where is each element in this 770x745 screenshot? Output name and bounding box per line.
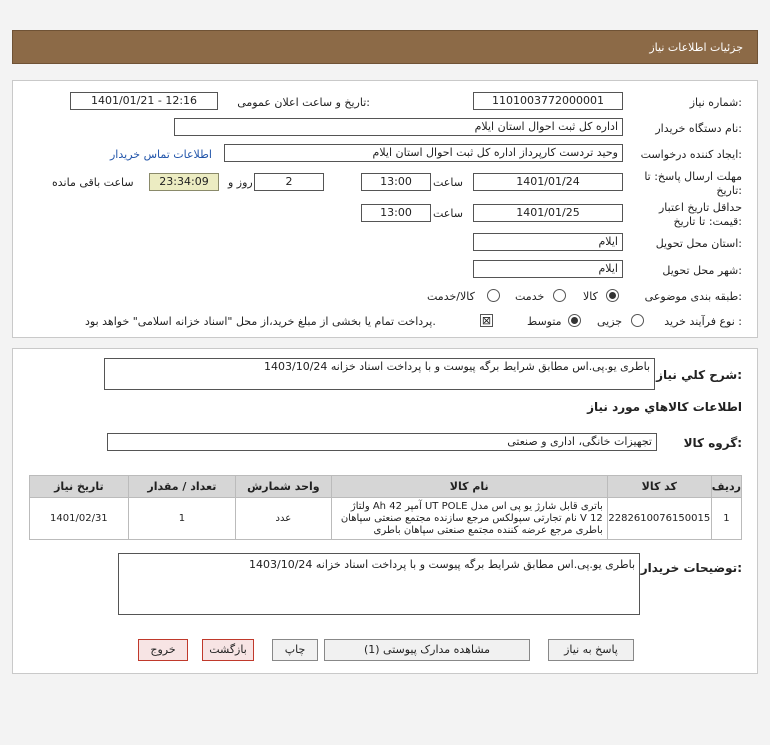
- buyer-org-field: اداره کل ثبت احوال استان ایلام: [174, 118, 623, 136]
- exit-button[interactable]: خروج: [138, 639, 188, 661]
- cell-name: باتری قابل شارژ یو پی اس مدل UT POLE آمپر 42 Ah ولتاژ 12 V نام تجارتی سپولکس مرجع سازنده مجتمع صنعتی سپاهان باطری مرجع عرضه کننده مجتمع صنعتی سپاهان باطری: [331, 498, 607, 540]
- city-label: شهر محل تحویل:: [662, 264, 742, 277]
- days-remaining-field: 2: [254, 173, 324, 191]
- days-label: روز و: [228, 176, 253, 189]
- province-label: استان محل تحویل:: [655, 237, 742, 250]
- creator-field: وحید تردست کارپرداز اداره کل ثبت احوال استان ایلام: [224, 144, 623, 162]
- back-button[interactable]: بازگشت: [202, 639, 254, 661]
- col-name-header: نام کالا: [331, 476, 607, 498]
- category-goods-service-label: کالا/خدمت: [427, 290, 475, 303]
- process-radio-medium[interactable]: [568, 314, 581, 327]
- page-title: جزئیات اطلاعات نیاز: [649, 41, 743, 54]
- print-button[interactable]: چاپ: [272, 639, 318, 661]
- cell-date: 1401/02/31: [30, 498, 129, 540]
- cell-code: 2282610076150015: [607, 498, 711, 540]
- deadline-time-field: 13:00: [361, 173, 431, 191]
- col-unit-header: واحد شمارش: [236, 476, 332, 498]
- cell-unit: عدد: [236, 498, 332, 540]
- category-label: طبقه بندی موضوعی:: [644, 290, 742, 303]
- deadline-label: مهلت ارسال پاسخ: تا: [644, 170, 742, 183]
- deadline-time-label: ساعت: [433, 176, 463, 189]
- cell-row: 1: [711, 498, 741, 540]
- category-radio-service[interactable]: [553, 289, 566, 302]
- table-row: [30, 498, 742, 540]
- col-qty-header: تعداد / مقدار: [128, 476, 235, 498]
- goods-group-field: تجهیزات خانگی، اداری و صنعتی: [107, 433, 657, 451]
- summary-label: شرح کلي نياز:: [656, 368, 742, 382]
- col-date-header: تاریخ نیاز: [30, 476, 129, 498]
- need-number-field: 1101003772000001: [473, 92, 623, 110]
- city-field: ایلام: [473, 260, 623, 278]
- remaining-label: ساعت باقی مانده: [52, 176, 134, 189]
- summary-field: باطری یو.پی.اس مطابق شرایط برگه پیوست و با پرداخت اسناد خزانه 1403/10/24: [104, 358, 655, 390]
- treasury-payment-note: پرداخت تمام یا بخشی از مبلغ خرید،از محل "اسناد خزانه اسلامی" خواهد بود.: [85, 315, 436, 328]
- process-radio-minor[interactable]: [631, 314, 644, 327]
- category-service-label: خدمت: [515, 290, 545, 303]
- process-medium-label: متوسط: [527, 315, 562, 328]
- goods-table-header: [30, 476, 742, 498]
- announce-field: 1401/01/21 - 12:16: [70, 92, 218, 110]
- creator-label: ایجاد کننده درخواست:: [640, 148, 742, 161]
- need-number-label: شماره نیاز:: [689, 96, 742, 109]
- treasury-payment-checkbox[interactable]: ⊠: [481, 314, 492, 327]
- col-row-header: ردیف: [711, 476, 741, 498]
- validity-time-label: ساعت: [433, 207, 463, 220]
- category-radio-goods-service[interactable]: [487, 289, 500, 302]
- buyer-contact-link[interactable]: اطلاعات تماس خریدار: [110, 148, 212, 161]
- goods-group-label: گروه کالا:: [683, 436, 742, 450]
- category-radio-goods[interactable]: [606, 289, 619, 302]
- attachments-button[interactable]: مشاهده مدارک پیوستی (1): [324, 639, 530, 661]
- buyer-notes-label: توضیحات خریدار:: [640, 561, 742, 575]
- validity-date-field: 1401/01/25: [473, 204, 623, 222]
- category-goods-label: کالا: [583, 290, 598, 303]
- goods-table: [29, 475, 742, 540]
- process-minor-label: جزیی: [597, 315, 623, 328]
- deadline-label-2: تاریخ:: [716, 184, 742, 197]
- reply-button[interactable]: پاسخ به نیاز: [548, 639, 634, 661]
- deadline-date-field: 1401/01/24: [473, 173, 623, 191]
- province-field: ایلام: [473, 233, 623, 251]
- cell-qty: 1: [128, 498, 235, 540]
- validity-label: حداقل تاریخ اعتبار: [658, 201, 742, 214]
- validity-label-2: قیمت: تا تاریخ:: [673, 215, 742, 228]
- goods-section-title: اطلاعات کالاهاي مورد نياز: [587, 400, 742, 414]
- countdown-timer: 23:34:09: [149, 173, 219, 191]
- announce-label: تاریخ و ساعت اعلان عمومی:: [237, 96, 370, 109]
- page-header: [12, 30, 758, 64]
- col-code-header: کد کالا: [607, 476, 711, 498]
- buyer-notes-field: باطری یو.پی.اس مطابق شرایط برگه پیوست و با پرداخت اسناد خزانه 1403/10/24: [118, 553, 640, 615]
- validity-time-field: 13:00: [361, 204, 431, 222]
- buyer-org-label: نام دستگاه خریدار:: [655, 122, 742, 135]
- process-label: نوع فرآیند خرید :: [664, 315, 742, 328]
